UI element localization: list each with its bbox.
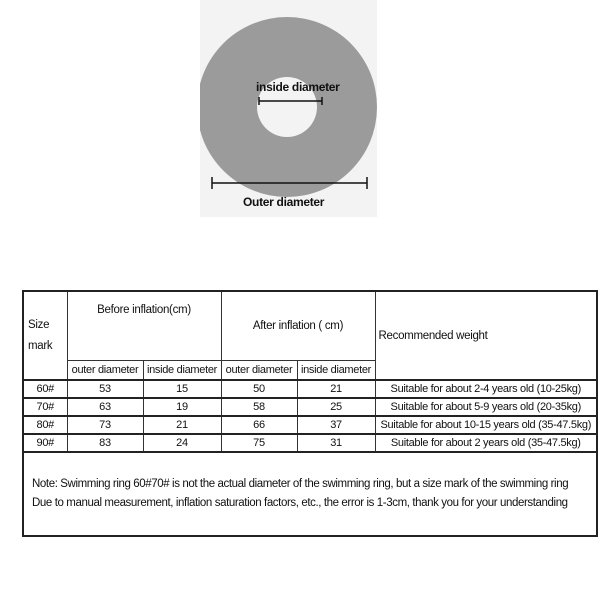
before-inside-cell: 21 [143,416,221,434]
weight-cell: Suitable for about 2-4 years old (10-25kg) [375,380,597,398]
weight-cell: Suitable for about 10-15 years old (35-47.5kg) [375,416,597,434]
table-row [23,398,597,416]
before-inflation-header: Before inflation(cm) [67,291,221,361]
weight-cell: Suitable for about 5-9 years old (20-35kg) [375,398,597,416]
recommended-weight-header: Recommended weight [375,291,597,380]
after-outer-cell: 58 [221,398,297,416]
inside-diameter-label: inside diameter [256,80,340,94]
before-outer-cell: 53 [67,380,143,398]
size-mark-cell: 60# [23,380,67,398]
table-row [23,434,597,452]
size-mark-cell: 80# [23,416,67,434]
swim-ring-diagram [200,0,377,217]
after-inflation-header: After inflation ( cm) [221,291,375,361]
weight-cell: Suitable for about 2 years old (35-47.5kg) [375,434,597,452]
before-inside-cell: 15 [143,380,221,398]
note-row [23,452,597,536]
after-inside-cell: 21 [297,380,375,398]
before-inside-cell: 24 [143,434,221,452]
after-inside-cell: 25 [297,398,375,416]
outer-diameter-label: Outer diameter [243,195,325,209]
size-mark-header: Size mark [23,291,67,380]
swim-ring-figure [200,0,377,217]
before-inside-cell: 19 [143,398,221,416]
size-mark-cell: 70# [23,398,67,416]
header-row-1 [23,291,597,361]
after-outer-cell: 66 [221,416,297,434]
note-cell [23,452,597,536]
size-mark-cell: 90# [23,434,67,452]
before-outer-cell: 83 [67,434,143,452]
table-row [23,380,597,398]
note-line-1: Note: Swimming ring 60#70# is not the actual diameter of the swimming ring, but a size mark of the swimming ring [32,478,569,490]
before-outer-cell: 63 [67,398,143,416]
after-inside-cell: 31 [297,434,375,452]
size-table [22,290,598,537]
after-inside-diameter-header: inside diameter [297,361,375,381]
before-outer-cell: 73 [67,416,143,434]
before-outer-diameter-header: outer diameter [67,361,143,381]
after-inside-cell: 37 [297,416,375,434]
before-inside-diameter-header: inside diameter [143,361,221,381]
after-outer-cell: 50 [221,380,297,398]
note-line-2: Due to manual measurement, inflation saturation factors, etc., the error is 1-3cm, thank you for your understanding [32,497,568,509]
after-outer-cell: 75 [221,434,297,452]
table-row [23,416,597,434]
after-outer-diameter-header: outer diameter [221,361,297,381]
